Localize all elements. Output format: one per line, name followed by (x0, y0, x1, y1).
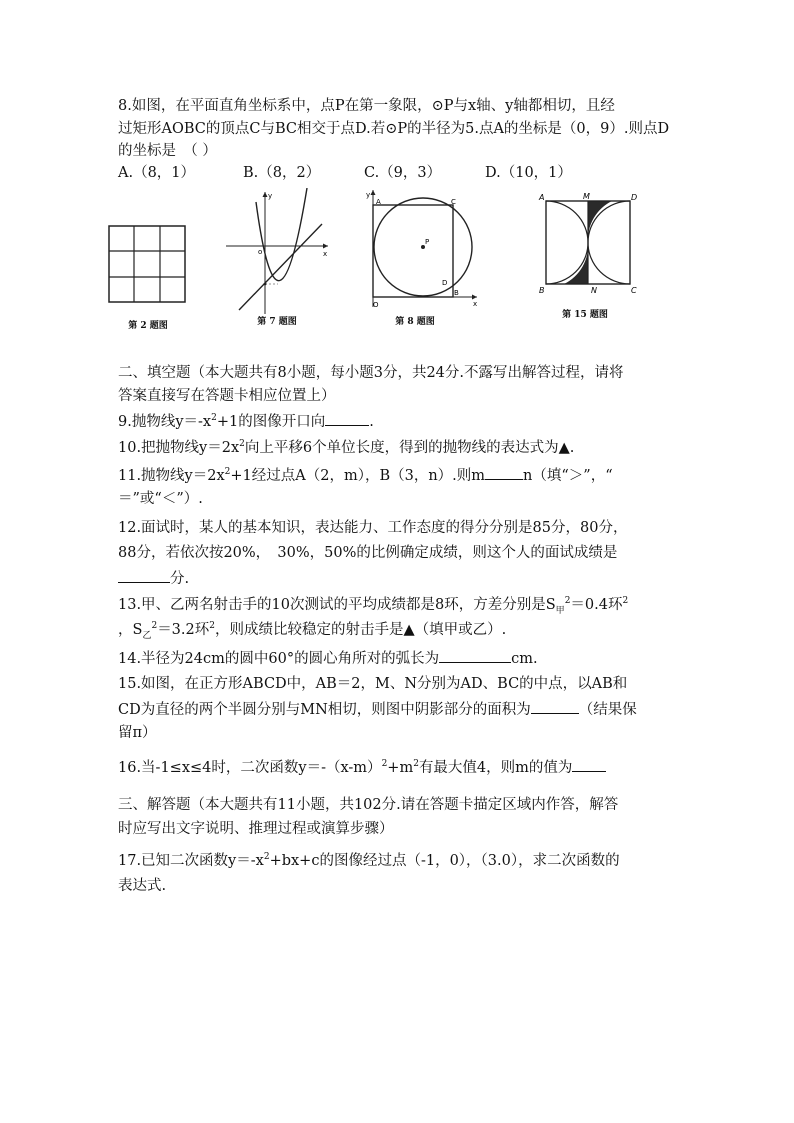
q11-line1: 11.抛物线$y=2x^2+1$经过点A（2，m），B（3，n）.则m n（填“＞”，“ (118, 465, 613, 486)
square-semicircle-figure (530, 188, 640, 298)
q10: 10.把抛物线$y=2x^2$向上平移6个单位长度，得到的抛物线的表达式为▲. (118, 439, 575, 456)
fig8-d-label: D (442, 279, 448, 287)
q11-line2: ＝”或“＜”）. (118, 491, 203, 507)
q8-line2: 过矩形AOBC的顶点C与BC相交于点D.若⊙P的半径为5.点A的坐标是（0，9）.则点D (118, 121, 670, 137)
fig7-origin-label: o (258, 248, 263, 256)
q11-answer-blank (485, 465, 523, 480)
q9-answer-blank (325, 411, 369, 426)
q12-line3: 分. (118, 568, 189, 589)
fig7-y-label: y (268, 192, 273, 200)
q8-choice-d: D.（10，1） (485, 165, 572, 181)
fig15-b-label: B (539, 286, 545, 295)
q8-choice-b: B.（8，2） (243, 165, 321, 181)
fig15-n-label: N (591, 286, 597, 295)
q16-answer-blank (572, 757, 606, 772)
fig7-caption: 第 7 题图 (257, 317, 297, 327)
q13-line2: ，$S_乙^2=3.2$环$^2$，则成绩比较稳定的射击手是▲（填甲或乙）. (118, 621, 507, 641)
q12-line2: 88分，若依次按20%， 30%，50%的比例确定成绩，则这个人的面试成绩是 (118, 545, 618, 561)
q12-line1: 12.面试时，某人的基本知识，表达能力、工作态度的得分分别是85分，80分， (118, 520, 628, 536)
q15-line1: 15.如图，在正方形ABCD中，AB＝2，M、N分别为AD、BC的中点，以AB和 (118, 676, 628, 692)
fig8-c-label: C (451, 198, 456, 206)
fig15-c-label: C (631, 286, 637, 295)
q13-line1: 13.甲、乙两名射击手的10次测试的平均成绩都是8环，方差分别是$S_甲^2=0.4$环$^2$ (118, 596, 629, 616)
fig8-caption: 第 8 题图 (395, 317, 435, 327)
fig8-y-label: y (366, 191, 371, 199)
fig15-m-label: M (583, 192, 590, 201)
grid-figure (108, 225, 186, 303)
q12-answer-blank (118, 568, 170, 583)
fig15-d-label: D (631, 193, 638, 202)
q8-choice-c: C.（9，3） (364, 165, 442, 181)
section2-heading-line1: 二、填空题（本大题共有8小题，每小题3分，共24分.不露写出解答过程，请将 (118, 365, 624, 381)
circle-rectangle-figure (345, 185, 480, 310)
q8-line1: 8.如图，在平面直角坐标系中，点P在第一象限，⊙P与x轴、y轴都相切，且经 (118, 98, 615, 114)
fig7-x-label: x (323, 250, 328, 258)
fig2-caption: 第 2 题图 (128, 321, 168, 331)
fig15-a-label: A (539, 193, 545, 202)
parabola-figure (222, 188, 332, 318)
section2-heading-line2: 答案直接写在答题卡相应位置上） (118, 388, 336, 404)
section3-heading-line1: 三、解答题（本大题共有11小题，共102分.请在答题卡描定区域内作答，解答 (118, 797, 619, 813)
section3-heading-line2: 时应写出文字说明、推理过程或演算步骤） (118, 821, 394, 837)
q8-line3: 的坐标是 （ ） (118, 143, 217, 159)
fig8-x-label: x (473, 300, 478, 308)
fig8-o-label: O (373, 301, 379, 309)
q14: 14.半径为24cm的圆中60°的圆心角所对的弧长为 cm. (118, 648, 538, 669)
q14-answer-blank (439, 648, 511, 663)
q17-line2: 表达式. (118, 878, 167, 894)
fig8-p-label: P (425, 238, 430, 246)
fig15-caption: 第 15 题图 (562, 310, 608, 320)
q17-line1: 17.已知二次函数$y=-x^2+bx+c$的图像经过点（-1，0），（3.0），求二次函数的 (118, 852, 620, 869)
fig8-b-label: B (454, 289, 459, 297)
q16: 16.当-1≤x≤4时，二次函数$y=-(x-m)^2+m^2$有最大值4，则m的值为 (118, 757, 606, 778)
q15-answer-blank (531, 699, 579, 714)
q15-line3: 留π） (118, 725, 157, 741)
fig8-a-label: A (376, 198, 381, 206)
q15-line2: CD为直径的两个半圆分别与MN相切，则图中阴影部分的面积为 （结果保 (118, 699, 637, 720)
q9: 9.抛物线$y=-x^2+1$的图像开口向 . (118, 411, 374, 432)
q8-choice-a: A.（8，1） (118, 165, 196, 181)
